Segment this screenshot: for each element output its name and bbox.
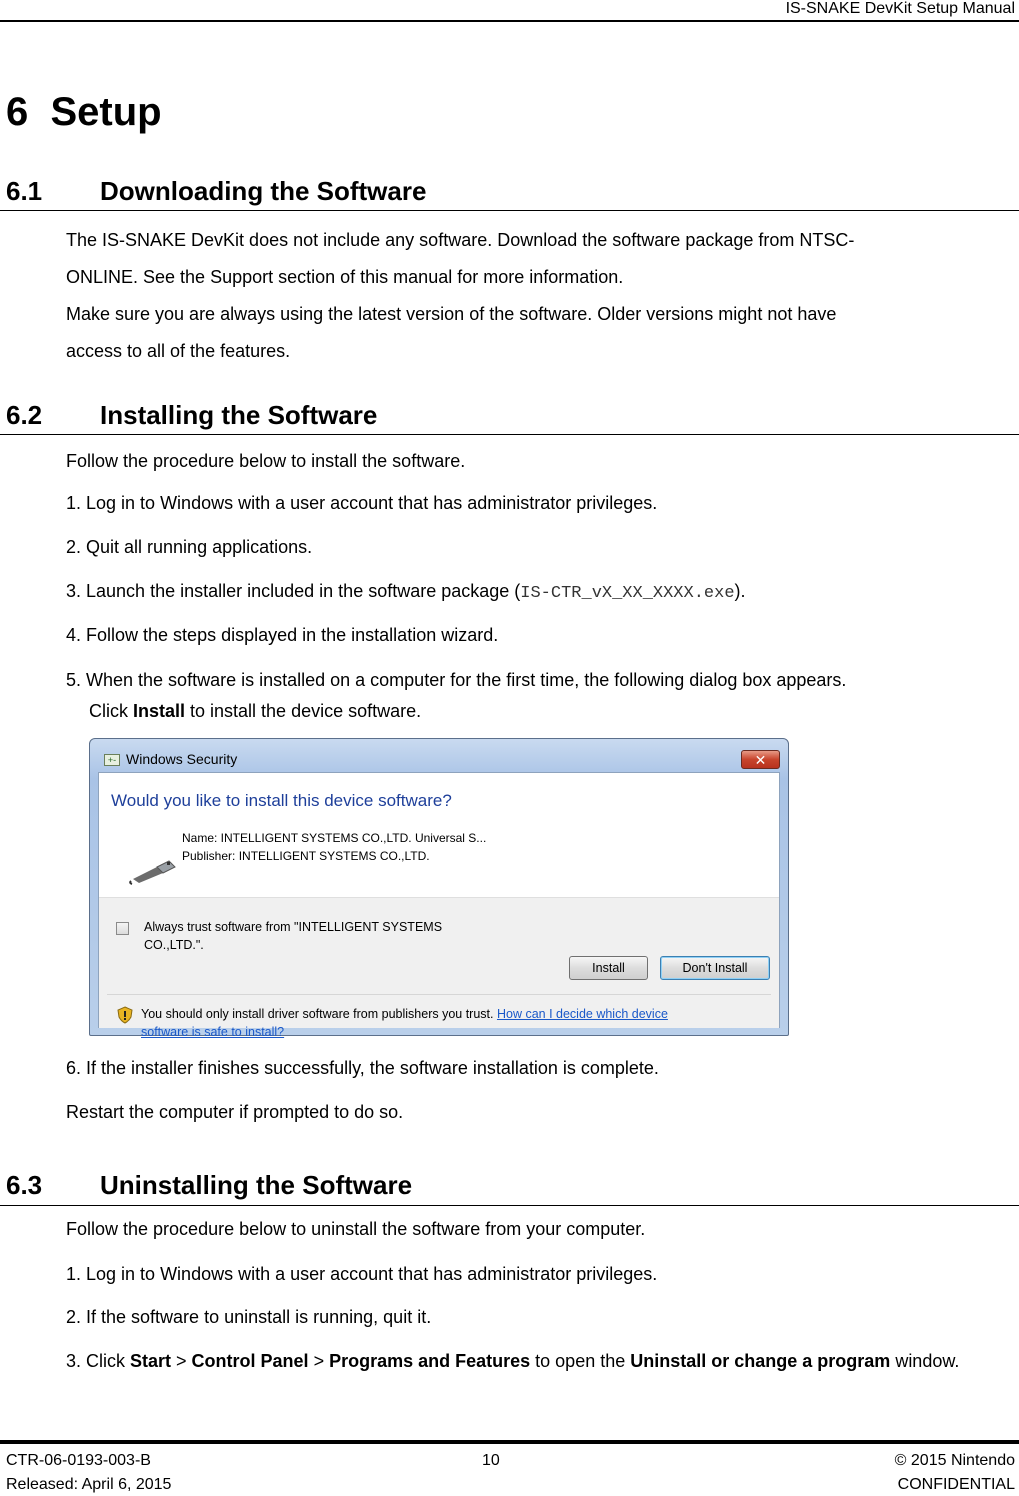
shield-warning-icon	[117, 1006, 133, 1024]
close-button[interactable]: ✕	[741, 750, 780, 769]
step-text: >	[171, 1351, 192, 1371]
paragraph-line: ONLINE. See the Support section of this manual for more information.	[66, 267, 624, 287]
dialog-footer	[99, 897, 779, 1039]
step-text: to install the device software.	[185, 701, 422, 721]
step-text: to open the	[530, 1351, 631, 1371]
dialog-question: Would you like to install this device software?	[111, 791, 452, 810]
installer-filename: IS-CTR_vX_XX_XXXX.exe	[520, 584, 735, 603]
install-button[interactable]: Install	[569, 956, 648, 980]
section-6-2-heading	[6, 400, 377, 431]
warning-text: You should only install driver software from publishers you trust.	[141, 1007, 497, 1021]
install-step-5	[66, 665, 996, 727]
confidential-label: CONFIDENTIAL	[897, 1476, 1015, 1493]
trust-label-line: CO.,LTD.".	[144, 938, 204, 952]
install-intro: Follow the procedure below to install the software.	[66, 451, 466, 471]
step-text	[89, 696, 996, 727]
release-date: Released: April 6, 2015	[6, 1476, 172, 1493]
help-link[interactable]: How can I decide which device	[496, 1007, 668, 1021]
dont-install-button[interactable]: Don't Install	[660, 956, 770, 980]
header-rule	[0, 20, 1019, 22]
install-emphasis: Install	[133, 701, 186, 721]
section-6-3-heading	[6, 1170, 412, 1201]
help-link-continued[interactable]: software is safe to install?	[141, 1025, 285, 1039]
step-text: 5. When the software is installed on a computer for the first time, the following dialog box appears.	[66, 670, 847, 690]
section-rule	[0, 210, 1019, 211]
running-header: IS-SNAKE DevKit Setup Manual	[785, 0, 1015, 17]
uninstall-step-2: 2. If the software to uninstall is running, quit it.	[66, 1307, 432, 1327]
install-step-6: 6. If the installer finishes successfully, the software installation is complete.	[66, 1058, 659, 1078]
chapter-title	[6, 90, 162, 135]
usb-plug-icon	[129, 855, 177, 885]
warning-message	[141, 1005, 766, 1041]
uninstall-step-1: 1. Log in to Windows with a user account that has administrator privileges.	[66, 1264, 658, 1284]
paragraph-latest-version	[66, 296, 996, 370]
step-text: Click	[89, 701, 133, 721]
dialog-separator	[107, 994, 771, 995]
copyright: © 2015 Nintendo	[894, 1452, 1015, 1469]
chapter-name: Setup	[50, 90, 162, 134]
device-publisher: Publisher: INTELLIGENT SYSTEMS CO.,LTD.	[182, 849, 430, 863]
uninstall-step-3	[66, 1346, 996, 1377]
menu-control-panel: Control Panel	[191, 1351, 309, 1371]
menu-programs-and-features: Programs and Features	[329, 1351, 531, 1371]
paragraph-line: access to all of the features.	[66, 341, 291, 361]
section-number: 6.1	[6, 176, 43, 206]
document-id: CTR-06-0193-003-B	[6, 1452, 151, 1469]
paragraph-download	[66, 222, 996, 296]
window-name: Uninstall or change a program	[630, 1351, 891, 1371]
paragraph-line: Make sure you are always using the latest version of the software. Older versions might not have	[66, 304, 837, 324]
step-text: 3. Click	[66, 1351, 131, 1371]
step-text: window.	[890, 1351, 960, 1371]
section-title: Uninstalling the Software	[100, 1170, 413, 1200]
dialog-title: Windows Security	[126, 751, 238, 767]
section-6-1-heading	[6, 176, 426, 207]
section-title: Downloading the Software	[100, 176, 427, 206]
paragraph-line: The IS-SNAKE DevKit does not include any software. Download the software package from NTSC-	[66, 230, 855, 250]
step-text: 3. Launch the installer included in the software package (	[66, 581, 521, 601]
section-title: Installing the Software	[100, 400, 378, 430]
always-trust-checkbox[interactable]	[116, 922, 129, 935]
restart-note: Restart the computer if prompted to do so.	[66, 1102, 404, 1122]
section-rule	[0, 1205, 1019, 1206]
menu-start: Start	[130, 1351, 172, 1371]
install-step-1: 1. Log in to Windows with a user account that has administrator privileges.	[66, 493, 658, 513]
chapter-number: 6	[6, 90, 29, 134]
trust-label-line: Always trust software from "INTELLIGENT SYSTEMS	[144, 920, 443, 934]
page-number: 10	[482, 1452, 500, 1469]
windows-security-icon: +-	[104, 754, 120, 766]
windows-security-dialog	[89, 738, 789, 1039]
install-step-3	[66, 576, 996, 609]
uninstall-intro: Follow the procedure below to uninstall the software from your computer.	[66, 1219, 646, 1239]
dialog-body	[98, 772, 780, 1039]
install-step-2: 2. Quit all running applications.	[66, 537, 313, 557]
section-number: 6.2	[6, 400, 43, 430]
section-rule	[0, 434, 1019, 435]
device-info	[182, 829, 486, 865]
step-text: ).	[734, 581, 746, 601]
section-number: 6.3	[6, 1170, 43, 1200]
device-name: Name: INTELLIGENT SYSTEMS CO.,LTD. Universal S...	[182, 831, 487, 845]
always-trust-label[interactable]	[144, 918, 504, 954]
footer-rule	[0, 1440, 1019, 1444]
install-step-4: 4. Follow the steps displayed in the installation wizard.	[66, 625, 499, 645]
step-text: >	[308, 1351, 330, 1371]
